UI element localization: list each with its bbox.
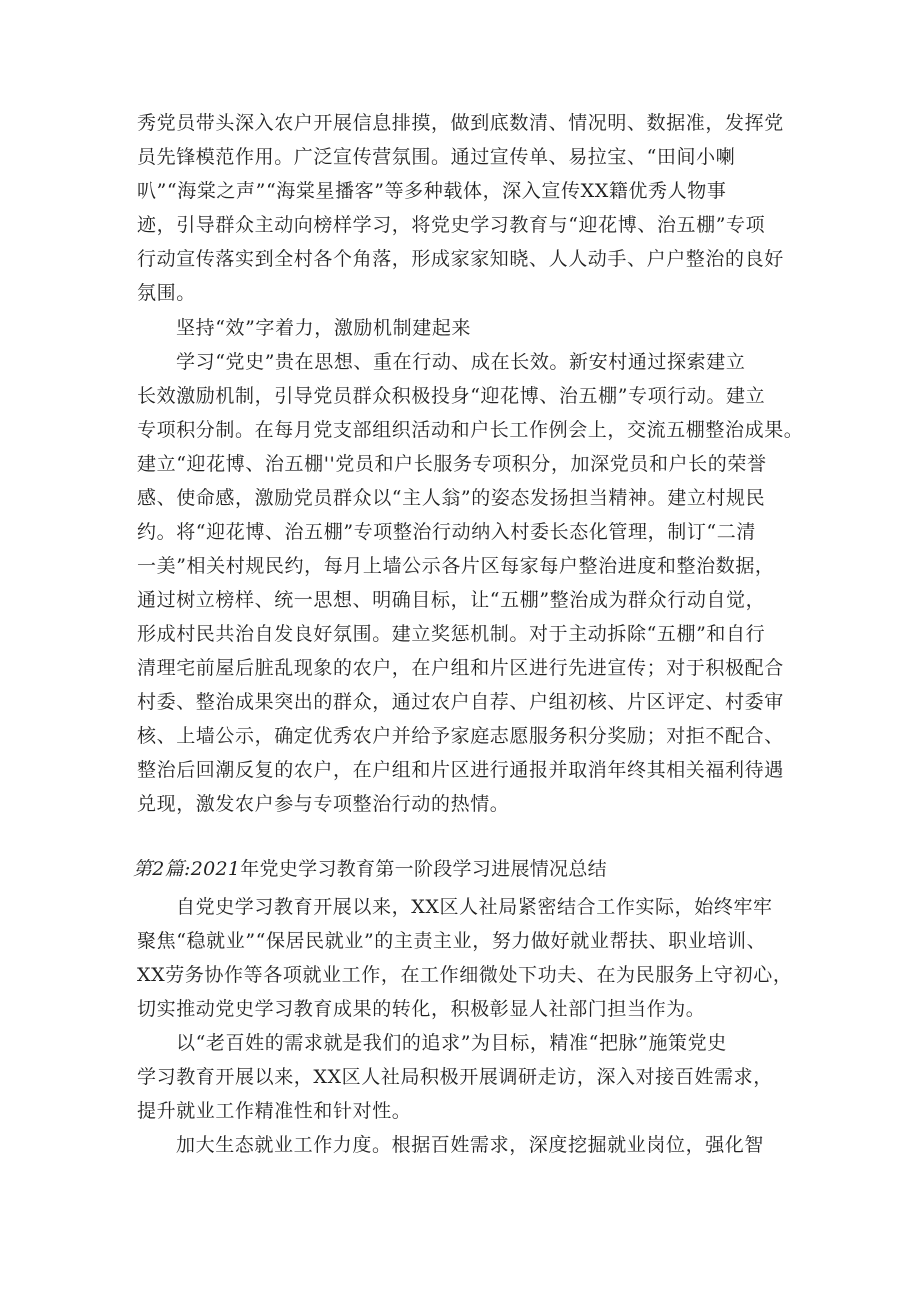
text-line: 兑现，激发农户参与专项整治行动的热情。 xyxy=(137,793,510,815)
heading-prefix: 第2篇:2021 xyxy=(133,858,241,880)
text-line: 整治后回潮反复的农户，在户组和片区进行通报并取消年终其相关福利待遇 xyxy=(137,759,784,781)
text-line: 员先锋模范作用。广泛宣传营氛围。通过宣传单、易拉宝、“田间小喇 xyxy=(137,146,736,168)
text-line: 通过树立榜样、统一思想、明确目标，让“五棚”整治成为群众行动自觉， xyxy=(137,589,766,611)
text-line: 形成村民共治自发良好氛围。建立奖惩机制。对于主动拆除“五棚”和自行 xyxy=(137,623,766,645)
text-line: 学习“党史”贵在思想、重在行动、成在长效。新安村通过探索建立 xyxy=(176,351,746,373)
text-line: 切实推动党史学习教育成果的转化，积极彰显人社部门担当作为。 xyxy=(137,998,706,1020)
text-line: 叭”“海棠之声”“海棠星播客”等多种载体，深入宣传XX籍优秀人物事 xyxy=(137,180,727,202)
text-line: 自党史学习教育开展以来，XX区人社局紧密结合工作实际，始终牢牢 xyxy=(176,896,773,918)
text-line: 长效激励机制，引导党员群众积极投身“迎花博、治五棚”专项行动。建立 xyxy=(137,385,766,407)
text-line: XX劳务协作等各项就业工作，在工作细微处下功夫、在为民服务上守初心， xyxy=(137,964,793,986)
text-line: 提升就业工作精准性和针对性。 xyxy=(137,1100,412,1122)
text-line: 清理宅前屋后脏乱现象的农户，在户组和片区进行先进宣传；对于积极配合 xyxy=(137,657,784,679)
text-line: 秀党员带头深入农户开展信息排摸，做到底数清、情况明、数据准，发挥党 xyxy=(137,112,784,134)
text-line: 专项积分制。在每月党支部组织活动和户长工作例会上，交流五棚整治成果。 xyxy=(137,419,804,441)
text-line: 迹，引导群众主动向榜样学习，将党史学习教育与“迎花博、治五棚”专项 xyxy=(137,214,766,236)
text-line: 建立“迎花博、治五棚''党员和户长服务专项积分，加深党员和户长的荣誉 xyxy=(137,453,767,475)
text-line: 核、上墙公示，确定优秀农户并给予家庭志愿服务积分奖励；对拒不配合、 xyxy=(137,725,784,747)
subheading-text: 坚持“效”字着力，激励机制建起来 xyxy=(176,317,472,339)
text-line: 村委、整治成果突出的群众，通过农户自荐、户组初核、片区评定、村委审 xyxy=(137,691,784,713)
heading-title: 年党史学习教育第一阶段学习进展情况总结 xyxy=(240,858,607,880)
text-line: 以“老百姓的需求就是我们的追求”为目标，精准“把脉”施策党史 xyxy=(176,1032,727,1054)
text-line: 氛围。 xyxy=(137,282,196,304)
article-heading xyxy=(133,858,607,880)
text-line: 感、使命感，激励党员群众以“主人翁”的姿态发扬担当精神。建立村规民 xyxy=(137,487,766,509)
text-line: 一美”相关村规民约，每月上墙公示各片区每家每户整治进度和整治数据， xyxy=(137,555,775,577)
text-line: 聚焦“稳就业”“保居民就业”的主责主业，努力做好就业帮扶、职业培训、 xyxy=(137,930,767,952)
text-line: 约。将“迎花博、治五棚”专项整治行动纳入村委长态化管理，制订“二清 xyxy=(137,521,756,543)
text-line: 加大生态就业工作力度。根据百姓需求，深度挖掘就业岗位，强化智 xyxy=(176,1134,765,1156)
text-line: 行动宣传落实到全村各个角落，形成家家知晓、人人动手、户户整治的良好 xyxy=(137,248,784,270)
text-line: 学习教育开展以来，XX区人社局积极开展调研走访，深入对接百姓需求， xyxy=(137,1066,773,1088)
